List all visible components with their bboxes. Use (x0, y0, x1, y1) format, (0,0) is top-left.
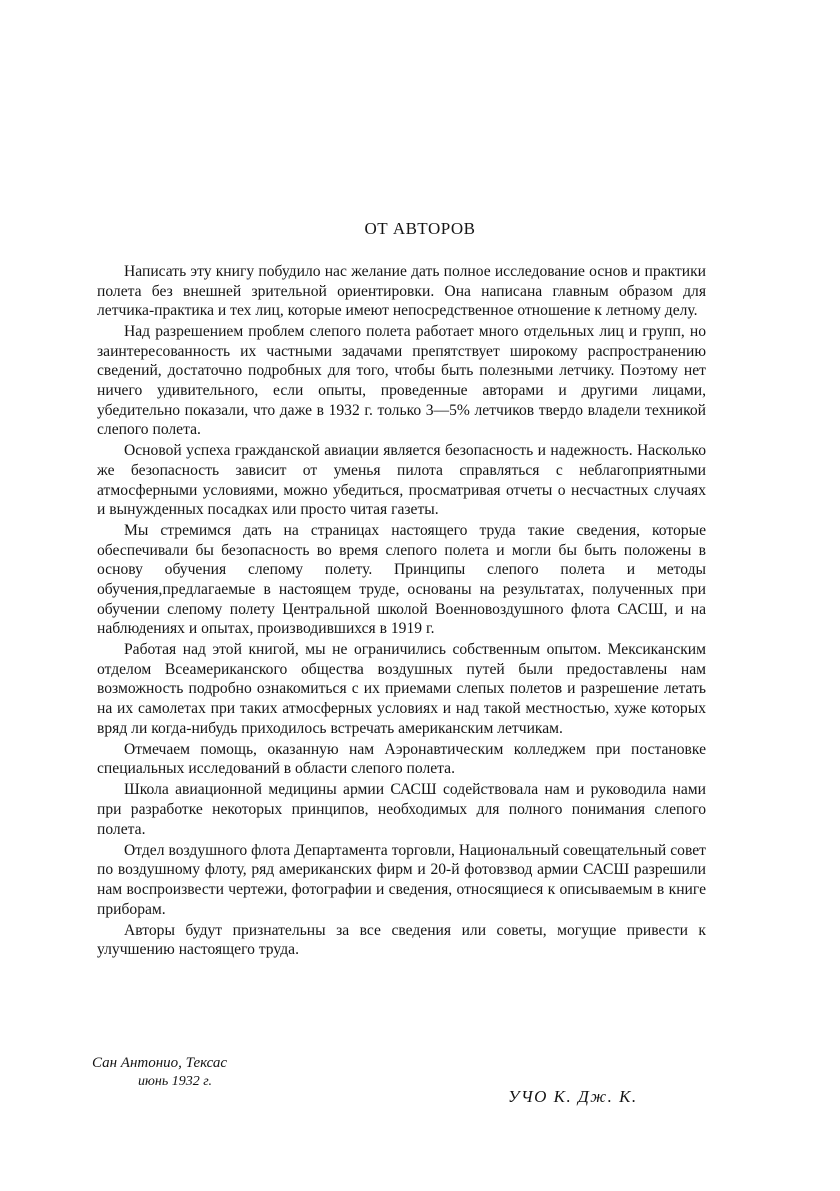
paragraph: Авторы будут признательны за все сведения или советы, могущие привести к улучшению настоящего труда. (97, 921, 706, 959)
paragraph: Работая над этой книгой, мы не ограничились собственным опытом. Мексиканским отделом Всеамериканского общества воздушных путей были предоставлены нам возможность подробно ознакомиться с их приемами слепых полетов и разрешение летать на их самолетах при таких атмосферных условиях и над такой местностью, хуже которых вряд ли когда-нибудь приходилось встречать американским летчикам. (97, 641, 706, 737)
paragraph: Отдел воздушного флота Департамента торговли, Национальный совещательный совет по воздушному флоту, ряд американских фирм и 20-й фотовзвод армии САСШ разрешили нам воспроизвести чертежи, фотографии и сведения, относящиеся к описываемым в книге приборам. (97, 841, 706, 918)
paragraph: Мы стремимся дать на страницах настоящего труда такие сведения, которые обеспечивали бы безопасность во время слепого полета и могли бы быть положены в основу обучения слепому полету. Принципы слепого полета и методы обучения,предлагаемые в настоящем труде, основаны на результатах, полученных при обучении слепому полету Центральной школой Военновоздушного флота САСШ, и на наблюдениях и опытах, производившихся в 1919 г. (97, 522, 706, 638)
preface-body (97, 262, 706, 961)
paragraph: Школа авиационной медицины армии САСШ содействовала нам и руководила нами при разработке некоторых принципов, необходимых для полного понимания слепого полета. (97, 781, 706, 838)
paragraph: Над разрешением проблем слепого полета работает много отдельных лиц и групп, но заинтересованность их частными задачами препятствует широкому распространению сведений, достаточно подробных для того, чтобы быть полезными летчику. Поэтому нет ничего удивительного, если опыты, проведенные авторами и другими лицами, убедительно показали, что даже в 1932 г. только 3—5% летчиков твердо владели техникой слепого полета. (97, 323, 706, 439)
paragraph: Основой успеха гражданской авиации является безопасность и надежность. Насколько же безопасность зависит от уменья пилота справляться с неблагоприятными атмосферными условиями, можно убедиться, просматривая отчеты о несчастных случаях и вынужденных посадках или просто читая газеты. (97, 442, 706, 519)
authors-signature: УЧО К. Дж. К. (508, 1087, 638, 1106)
paragraph: Написать эту книгу побудило нас желание дать полное исследование основ и практики полета без внешней зрительной ориентировки. Она написана главным образом для летчика-практика и тех лиц, которые имеют непосредственное отношение к летному делу. (97, 263, 706, 320)
place-line: Сан Антонио, Тексас (92, 1055, 228, 1071)
paragraph: Отмечаем помощь, оказанную нам Аэронавтическим колледжем при постановке специальных исследований в области слепого полета. (97, 740, 706, 778)
date-line: июнь 1932 г. (138, 1074, 212, 1089)
page-title: ОТ АВТОРОВ (364, 219, 476, 238)
